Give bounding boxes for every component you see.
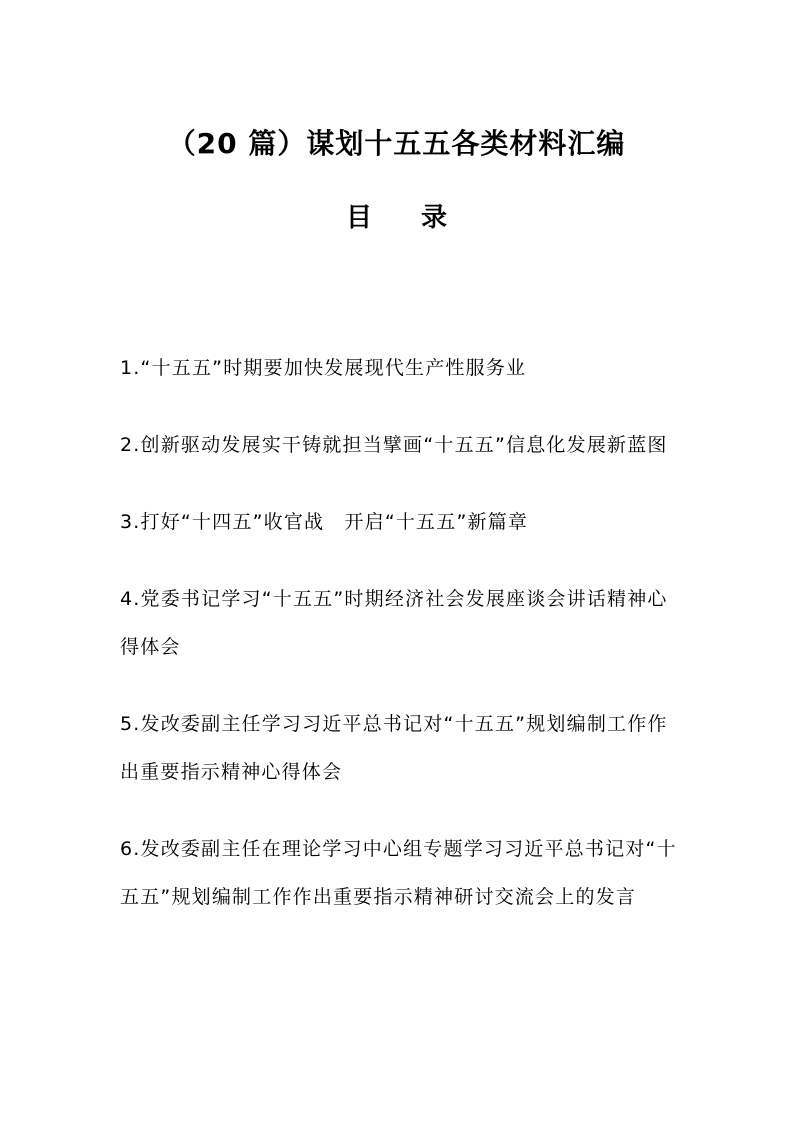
toc-item-6: 6.发改委副主任在理论学习中心组专题学习习近平总书记对“十五五”规划编制工作作出重要指示精神研讨交流会上的发言 <box>120 838 677 908</box>
toc-item-2: 2.创新驱动发展实干铸就担当擘画“十五五”信息化发展新蓝图 <box>120 434 668 456</box>
toc-item-5: 5.发改委副主任学习习近平总书记对“十五五”规划编制工作作出重要指示精神心得体会 <box>120 713 668 783</box>
toc-item-1: 1.“十五五”时期要加快发展现代生产性服务业 <box>120 357 527 379</box>
toc-item-4: 4.党委书记学习“十五五”时期经济社会发展座谈会讲话精神心得体会 <box>120 588 668 658</box>
toc-heading: 目 录 <box>345 203 468 233</box>
toc-list <box>120 344 680 950</box>
document-title: （20 篇）谋划十五五各类材料汇编 <box>167 127 626 160</box>
toc-item-3: 3.打好“十四五”收官战 开启“十五五”新篇章 <box>120 511 529 533</box>
